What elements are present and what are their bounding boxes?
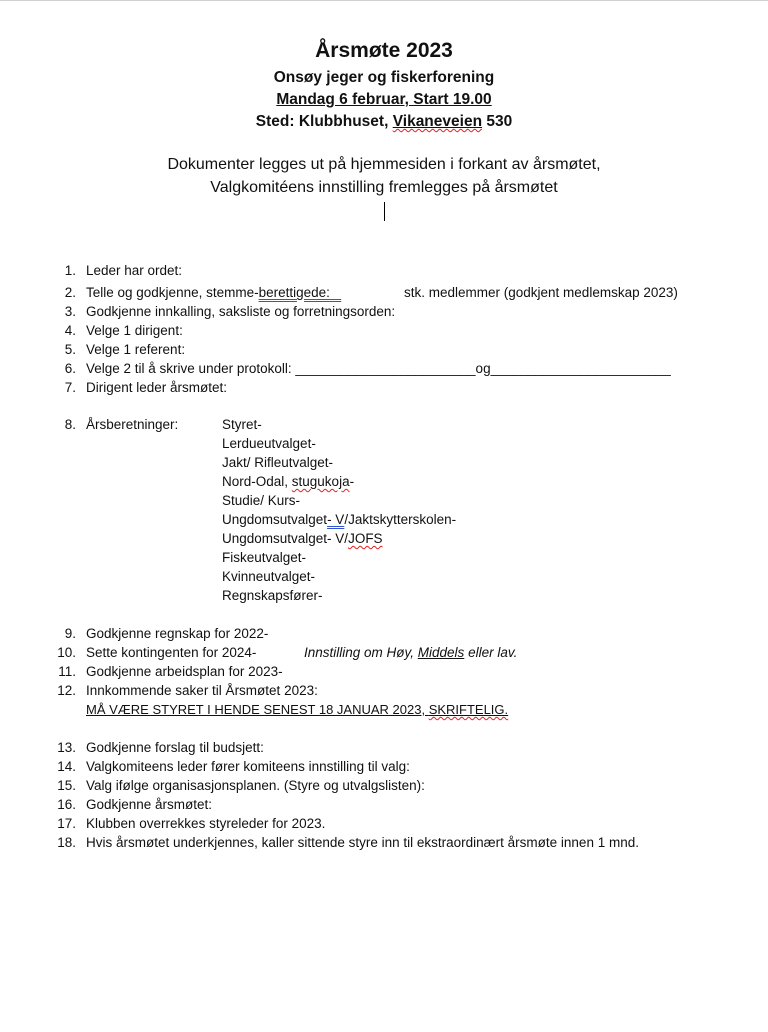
agenda-number: 17.: [57, 816, 76, 831]
agenda-text-10: Sette kontingenten for 2024-: [86, 645, 257, 660]
agenda-number: 9.: [64, 626, 76, 641]
agenda-text-8: Årsberetninger:: [86, 417, 179, 432]
agenda-note-10: [304, 645, 517, 661]
meeting-date-text: Mandag 6 februar, Start 19.00: [276, 91, 492, 108]
report-item: Lerdueutvalget-: [222, 436, 316, 451]
agenda-text-4: Velge 1 dirigent:: [86, 323, 183, 338]
note-text: Middels: [417, 645, 465, 660]
report-item: Jakt/ Rifleutvalget-: [222, 455, 334, 470]
deadline-text: SKRIFTELIG.: [428, 702, 509, 717]
agenda-text-14: Valgkomiteens leder fører komiteens innstilling til valg:: [86, 759, 410, 774]
report-text: Ungdomsutvalget: [222, 512, 328, 527]
report-item: Kvinneutvalget-: [222, 569, 316, 584]
agenda-text-17: Klubben overrekkes styreleder for 2023.: [86, 816, 326, 831]
agenda-number: 2.: [64, 285, 76, 300]
document-title: Årsmøte 2023: [315, 39, 453, 62]
agenda-text-2b: berettigede:: [258, 285, 330, 300]
report-item: Styret-: [222, 417, 262, 432]
agenda-number: 16.: [57, 797, 76, 812]
agenda-text-12: Innkommende saker til Årsmøtet 2023:: [86, 683, 318, 698]
agenda-text-2c: stk. medlemmer (godkjent medlemskap 2023): [404, 285, 678, 300]
meeting-date: [0, 91, 768, 109]
agenda-blank-2: [330, 285, 341, 300]
agenda-number: 8.: [64, 417, 76, 432]
report-text: - V: [327, 512, 345, 527]
agenda-text-13: Godkjenne forslag til budsjett:: [86, 740, 264, 755]
text-cursor: [384, 202, 385, 221]
agenda-text-2: [86, 285, 341, 301]
agenda-number: 3.: [64, 304, 76, 319]
agenda-number: 14.: [57, 759, 76, 774]
agenda-number: 6.: [64, 361, 76, 376]
deadline-text: MÅ VÆRE STYRET I HENDE SENEST 18 JANUAR 2023,: [86, 702, 429, 717]
agenda-number: 10.: [57, 645, 76, 660]
report-text: stugukoja: [291, 474, 350, 489]
place-prefix: Sted: Klubbhuset,: [255, 113, 393, 130]
agenda-text-18: Hvis årsmøtet underkjennes, kaller sittende styre inn til ekstraordinært årsmøte innen 1 mnd.: [86, 835, 639, 850]
agenda-text-2a: Telle og godkjenne, stemme-: [86, 285, 259, 300]
report-item: [222, 474, 354, 490]
note-text: Innstilling om Høy,: [304, 645, 418, 660]
agenda-number: 4.: [64, 323, 76, 338]
agenda-text-7: Dirigent leder årsmøtet:: [86, 380, 228, 395]
report-item: [222, 531, 383, 547]
agenda-number: 13.: [57, 740, 76, 755]
agenda-number: 12.: [57, 683, 76, 698]
agenda-number: 1.: [64, 263, 76, 278]
note-line-1: Dokumenter legges ut på hjemmesiden i forkant av årsmøtet,: [167, 156, 601, 173]
agenda-number: 7.: [64, 380, 76, 395]
agenda-text-9: Godkjenne regnskap for 2022-: [86, 626, 269, 641]
report-text: Ungdomsutvalget- V/: [222, 531, 349, 546]
meeting-place: [0, 113, 768, 131]
agenda-text-6: Velge 2 til å skrive under protokoll: ________________________og________________________: [86, 361, 671, 376]
report-text: JOFS: [348, 531, 383, 546]
agenda-text-11: Godkjenne arbeidsplan for 2023-: [86, 664, 283, 679]
agenda-number: 11.: [58, 664, 76, 679]
report-text: /Jaktskytterskolen-: [344, 512, 457, 527]
place-number: 530: [482, 113, 513, 130]
place-street-text: Vikaneveien: [392, 113, 483, 130]
agenda-number: 15.: [57, 778, 76, 793]
report-item: Regnskapsfører-: [222, 588, 323, 603]
agenda-text-15: Valg ifølge organisasjonsplanen. (Styre og utvalgslisten):: [86, 778, 425, 793]
agenda-number: 5.: [64, 342, 76, 357]
note-text: eller lav.: [464, 645, 518, 660]
agenda-text-16: Godkjenne årsmøtet:: [86, 797, 213, 812]
organization-name: Onsøy jeger og fiskerforening: [273, 69, 495, 86]
agenda-subtext-12: [86, 702, 508, 718]
report-text: -: [349, 474, 355, 489]
report-item: Fiskeutvalget-: [222, 550, 307, 565]
agenda-text-1: Leder har ordet:: [86, 263, 183, 278]
agenda-number: 18.: [57, 835, 76, 850]
report-item: [222, 512, 456, 528]
note-line-2: Valgkomitéens innstilling fremlegges på årsmøtet: [210, 179, 558, 196]
agenda-text-3: Godkjenne innkalling, saksliste og forretningsorden:: [86, 304, 396, 319]
agenda-text-5: Velge 1 referent:: [86, 342, 186, 357]
report-text: Nord-Odal,: [222, 474, 292, 489]
place-street: [393, 113, 482, 130]
report-item: Studie/ Kurs-: [222, 493, 301, 508]
